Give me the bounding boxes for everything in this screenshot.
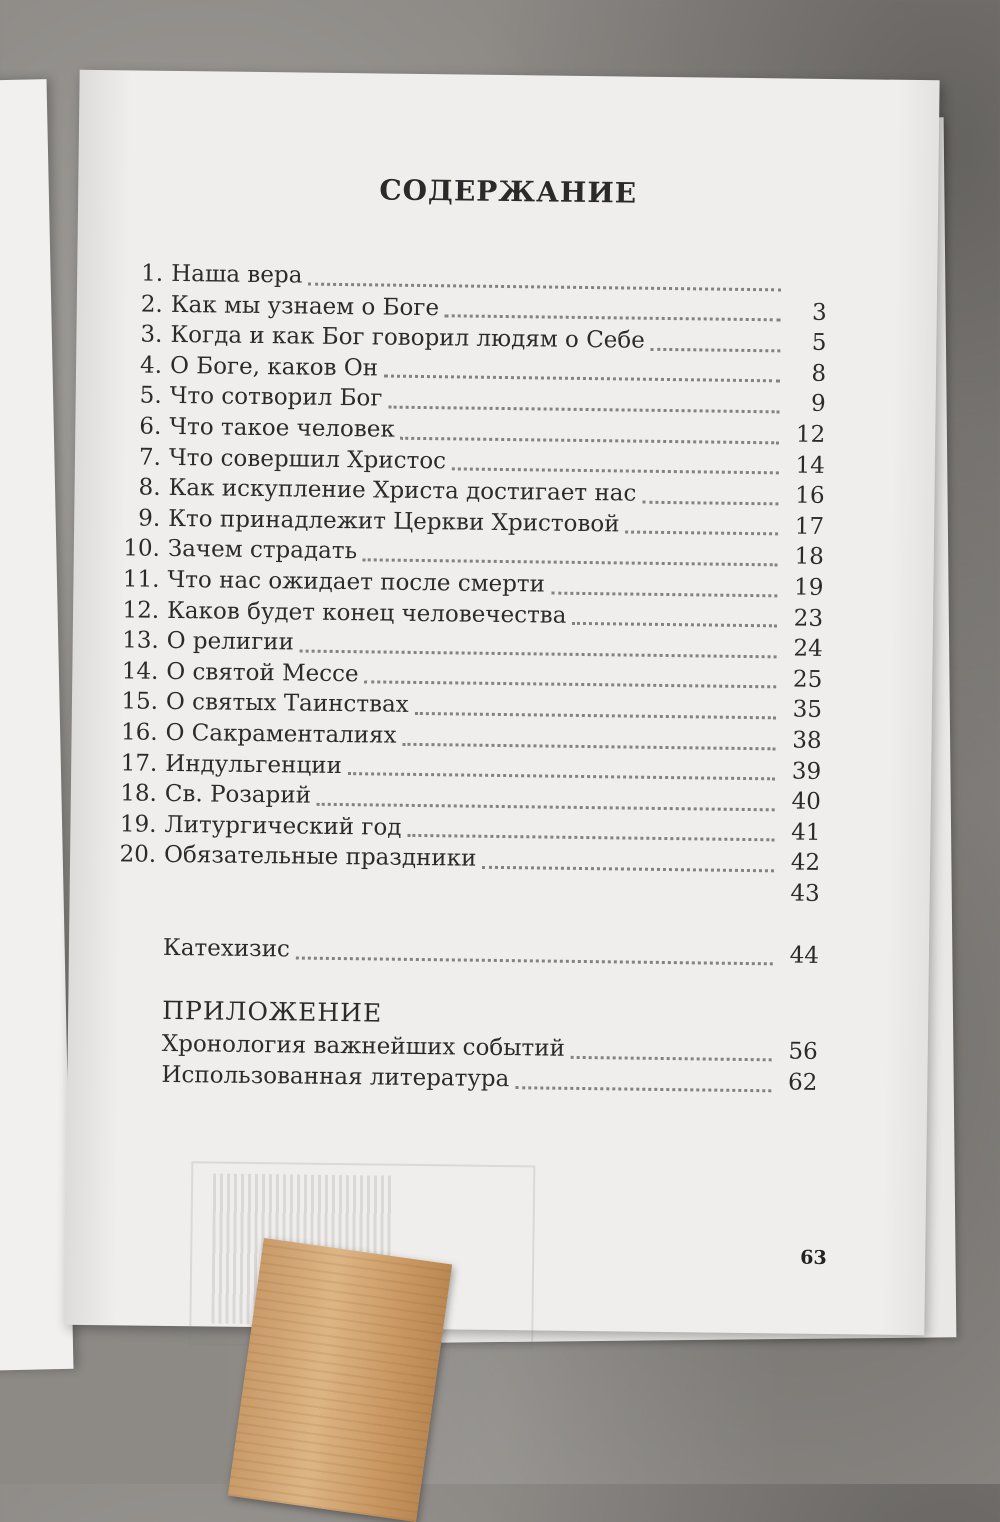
leader-dots	[300, 648, 777, 658]
toc-label: Что нас ожидает после смерти	[167, 567, 545, 598]
appendix-section	[161, 996, 818, 1101]
toc-page-number: 12	[785, 421, 825, 447]
toc-number: 5.	[116, 383, 162, 410]
toc-label: Обязательные праздники	[164, 842, 477, 872]
leader-dots	[642, 499, 778, 505]
toc-page-number: 5	[786, 330, 826, 356]
leader-dots	[445, 313, 781, 321]
toc-page-number: 25	[782, 666, 822, 692]
leader-dots	[407, 833, 774, 841]
toc-number: 9.	[114, 505, 160, 532]
toc-number: 16.	[111, 719, 157, 746]
left-page	[0, 79, 73, 1371]
toc-number: 14.	[112, 658, 158, 685]
toc-label: О Боге, каков Он	[170, 353, 378, 382]
leader-dots	[296, 956, 773, 966]
toc-number: 3.	[116, 321, 162, 348]
toc-label: Как мы узнаем о Боге	[171, 292, 440, 321]
toc-page-number: 16	[784, 483, 824, 509]
leader-dots	[388, 405, 779, 414]
toc-number: 11.	[113, 566, 159, 593]
toc-label: Литургический год	[164, 812, 401, 841]
toc-number: 13.	[113, 627, 159, 654]
toc-page-number: 39	[781, 758, 821, 784]
leader-dots	[625, 530, 778, 536]
book-page	[64, 70, 939, 1335]
toc-label: О Сакраменталиях	[165, 720, 396, 749]
toc-label: Когда и как Бог говорил людям о Себе	[170, 322, 645, 354]
toc-label: Каков будет конец человечества	[167, 597, 567, 628]
toc-label: Зачем страдать	[168, 536, 358, 564]
toc-page-number: 19	[783, 574, 823, 600]
toc-number: 7.	[115, 444, 161, 471]
toc-label: Что совершил Христос	[169, 444, 446, 473]
toc-label: Как искупление Христа достигает нас	[168, 475, 636, 507]
leader-dots	[364, 680, 776, 689]
toc-label: Св. Розарий	[165, 781, 311, 809]
leader-dots	[651, 347, 781, 353]
toc-page-number: 24	[783, 636, 823, 662]
leader-dots	[363, 557, 778, 566]
toc-page-number: 17	[784, 513, 824, 539]
toc-label: О святой Мессе	[166, 659, 359, 687]
appendix-title: ПРИЛОЖЕНИЕ	[162, 996, 818, 1033]
leader-dots	[415, 711, 776, 719]
toc-page-number: 23	[783, 605, 823, 631]
toc-label: Кто принадлежит Церкви Христовой	[168, 506, 620, 538]
toc-label: О религии	[167, 628, 294, 656]
toc-page-number: 35	[782, 697, 822, 723]
appendix-row	[161, 1062, 817, 1101]
toc-label: Что такое человек	[169, 414, 395, 443]
toc-page-number: 43	[780, 880, 820, 906]
toc-label: Катехизис	[163, 935, 290, 963]
toc-number: 4.	[116, 352, 162, 379]
leader-dots	[572, 621, 777, 627]
toc-number: 10.	[114, 536, 160, 563]
toc-label: Наша вера	[171, 261, 302, 289]
table-of-contents	[109, 260, 828, 974]
leader-dots	[384, 374, 780, 383]
leader-dots	[515, 1085, 771, 1092]
toc-number: 2.	[117, 291, 163, 318]
toc-page-number: 44	[779, 943, 819, 969]
toc-label: Индульгенции	[165, 750, 342, 778]
leader-dots	[452, 467, 779, 475]
toc-number: 18.	[111, 780, 157, 807]
toc-number: 6.	[115, 413, 161, 440]
toc-page-number: 18	[784, 544, 824, 570]
toc-page-number: 41	[780, 819, 820, 845]
toc-number: 19.	[110, 811, 156, 838]
toc-list	[110, 260, 827, 881]
leader-dots	[317, 801, 775, 811]
leader-dots	[401, 435, 780, 444]
toc-number: 17.	[111, 750, 157, 777]
toc-number: 12.	[113, 597, 159, 624]
toc-label: Хронология важнейших событий	[162, 1031, 565, 1062]
toc-page-number: 38	[781, 727, 821, 753]
toc-page-number: 62	[777, 1069, 817, 1095]
wooden-bookmark	[228, 1238, 452, 1522]
leader-dots	[571, 1055, 772, 1061]
toc-page-number: 3	[787, 299, 827, 325]
toc-label: Использованная литература	[161, 1062, 509, 1092]
toc-page-number: 56	[778, 1038, 818, 1064]
toc-label: О святых Таинствах	[166, 689, 409, 718]
leader-dots	[482, 865, 774, 873]
toc-page-number: 42	[780, 850, 820, 876]
toc-number: 1.	[117, 260, 163, 287]
page-title: СОДЕРЖАНИЕ	[78, 170, 938, 214]
toc-number: 15.	[112, 689, 158, 716]
leader-dots	[348, 771, 775, 780]
toc-page-number: 14	[785, 452, 825, 478]
toc-label: Что сотворил Бог	[170, 383, 383, 412]
toc-number: 8.	[114, 474, 160, 501]
toc-page-number: 9	[786, 391, 826, 417]
leader-dots	[551, 590, 778, 597]
toc-page-number: 40	[781, 789, 821, 815]
leader-dots	[308, 281, 781, 291]
leader-dots	[402, 741, 775, 750]
toc-page-number: 8	[786, 360, 826, 386]
page-number: 63	[800, 1247, 827, 1269]
toc-row-catechism	[109, 935, 819, 974]
toc-number: 20.	[110, 842, 156, 869]
